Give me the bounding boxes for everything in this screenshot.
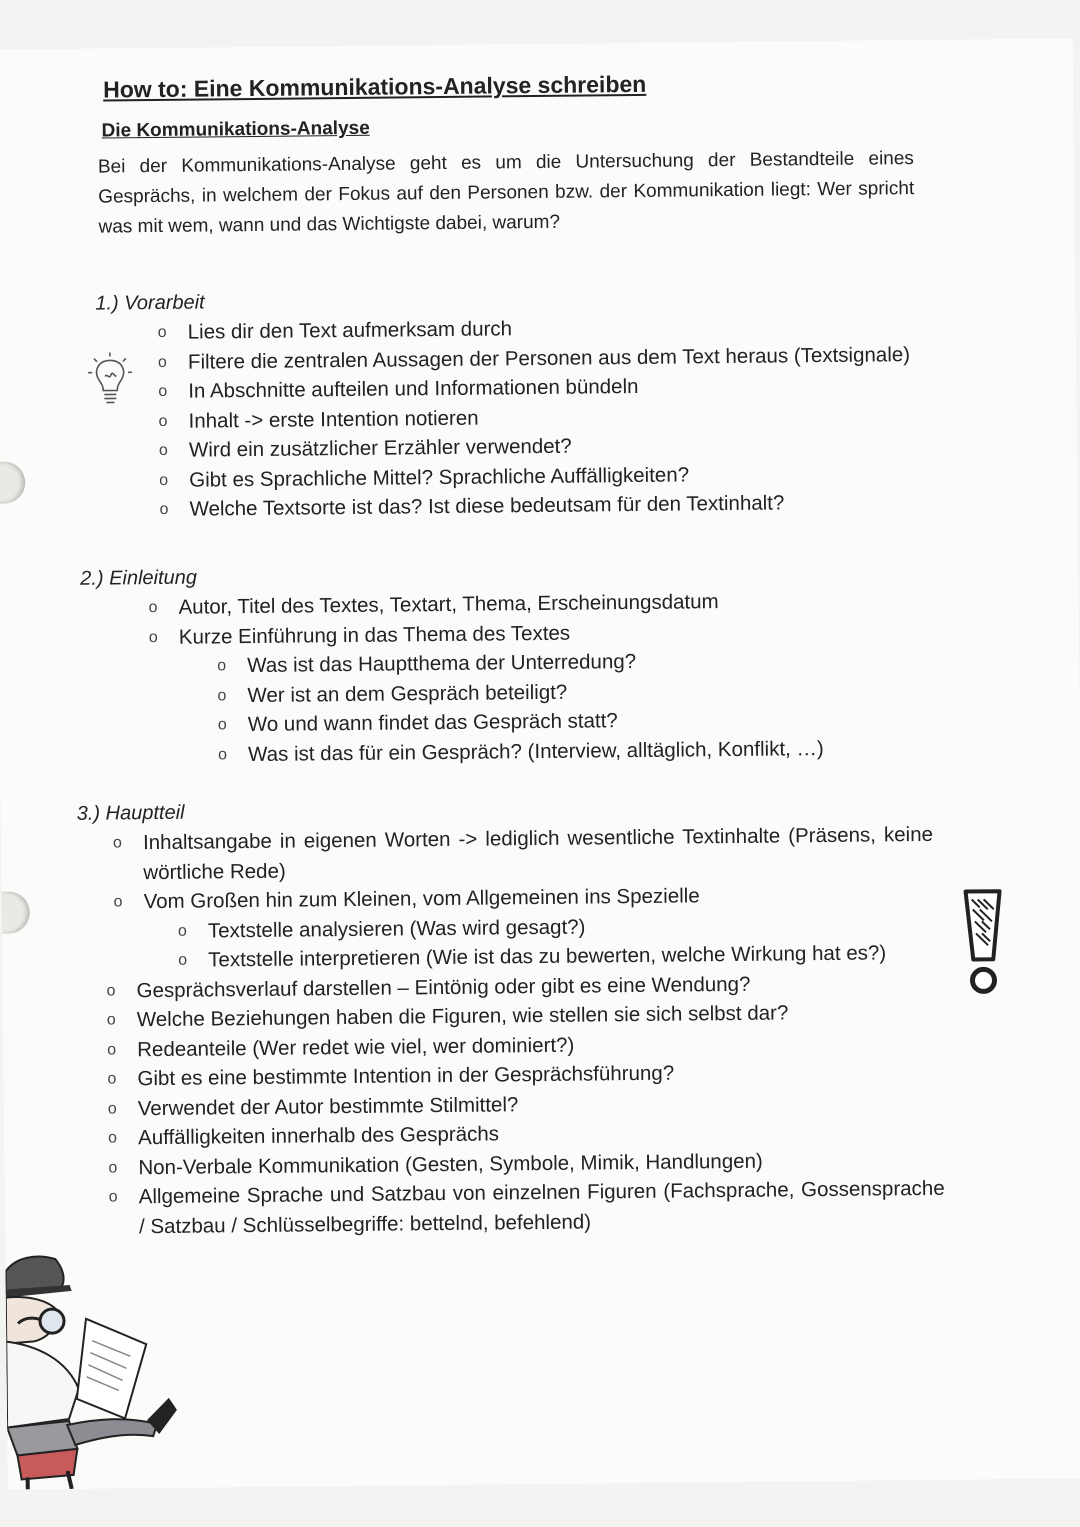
list-item: o In Abschnitte aufteilen und Informationen bündeln [188, 369, 918, 406]
hauptteil-list-2 [136, 967, 945, 1241]
section-title: 2.) Einleitung [80, 566, 198, 590]
list-item: o Wo und wann findet das Gespräch statt? [248, 703, 908, 739]
document-page [0, 38, 1080, 1489]
list-item: o Wer ist an dem Gespräch beteiligt? [247, 674, 907, 710]
list-item: o Vom Großen hin zum Kleinen, vom Allgemeinen ins Spezielle [143, 879, 933, 917]
list-item: o Welche Textsorte ist das? Ist diese bedeutsam für den Textinhalt? [189, 487, 919, 524]
section-title: 1.) Vorarbeit [95, 291, 205, 315]
section-title: 3.) Hauptteil [76, 801, 185, 825]
list-item: o Was ist das Hauptthema der Unterredung? [247, 644, 907, 680]
list-item: o Redeanteile (Wer redet wie viel, wer dominiert?) [137, 1026, 943, 1064]
section-vorarbeit [95, 280, 919, 525]
list-item: o Lies dir den Text aufmerksam durch [188, 310, 918, 347]
list-item: o Was ist das für ein Gespräch? (Interview, alltäglich, Konflikt, …) [248, 733, 908, 769]
detective-illustration [5, 1248, 178, 1490]
einleitung-list [178, 585, 899, 652]
hauptteil-list [143, 820, 934, 917]
list-item: o Textstelle analysieren (Was wird gesagt?) [208, 908, 934, 945]
list-item: o Inhalt -> erste Intention notieren [188, 399, 918, 436]
list-item: o Gibt es eine bestimmte Intention in der Gesprächsführung? [137, 1056, 943, 1094]
section-hauptteil [77, 790, 946, 1242]
hauptteil-sublist [208, 908, 935, 975]
list-item: o Welche Beziehungen haben die Figuren, wie stellen sie sich selbst dar? [137, 997, 943, 1035]
exclamation-icon [960, 885, 1007, 997]
list-item: o Autor, Titel des Textes, Textart, Thema, Erscheinungsdatum [178, 585, 898, 622]
page-title: How to: Eine Kommunikations-Analyse schreiben [102, 70, 647, 103]
list-item: o Textstelle interpretieren (Wie ist das zu bewerten, welche Wirkung hat es?) [208, 938, 934, 975]
punch-hole [0, 891, 30, 934]
list-item: o Inhaltsangabe in eigenen Worten -> lediglich wesentliche Textinhalte (Präsens, keine wörtliche Rede) [143, 820, 934, 887]
list-item: o Allgemeine Sprache und Satzbau von einzelnen Figuren (Fachsprache, Gossensprache / Satzbau / Schlüsselbegriffe: bettelnd, befehlend) [139, 1174, 946, 1241]
list-item: o Gibt es Sprachliche Mittel? Sprachliche Auffälligkeiten? [189, 458, 919, 495]
list-item: o Wird ein zusätzlicher Erzähler verwendet? [189, 428, 919, 465]
list-item: o Verwendet der Autor bestimmte Stilmittel? [138, 1085, 944, 1123]
section-einleitung [80, 555, 908, 771]
einleitung-sublist [247, 644, 908, 769]
list-item: o Auffälligkeiten innerhalb des Gesprächs [138, 1115, 944, 1153]
vorarbeit-list [188, 310, 920, 524]
list-item: o Filtere die zentralen Aussagen der Personen aus dem Text heraus (Textsignale) [188, 340, 918, 377]
section-subtitle: Die Kommunikations-Analyse [101, 117, 370, 142]
intro-paragraph: Bei der Kommunikations-Analyse geht es um die Untersuchung der Bestandteile eines Gesprächs, in welchem der Fokus auf den Personen bzw. der Kommunikation liegt: Wer spricht was mit wem, wann und das Wichtigste dabei, warum? [97, 148, 915, 238]
punch-hole [0, 461, 25, 504]
list-item: o Kurze Einführung in das Thema des Textes [179, 615, 899, 652]
list-item: o Non-Verbale Kommunikation (Gesten, Symbole, Mimik, Handlungen) [138, 1144, 944, 1182]
list-item: o Gesprächsverlauf darstellen – Eintönig oder gibt es eine Wendung? [136, 967, 942, 1005]
